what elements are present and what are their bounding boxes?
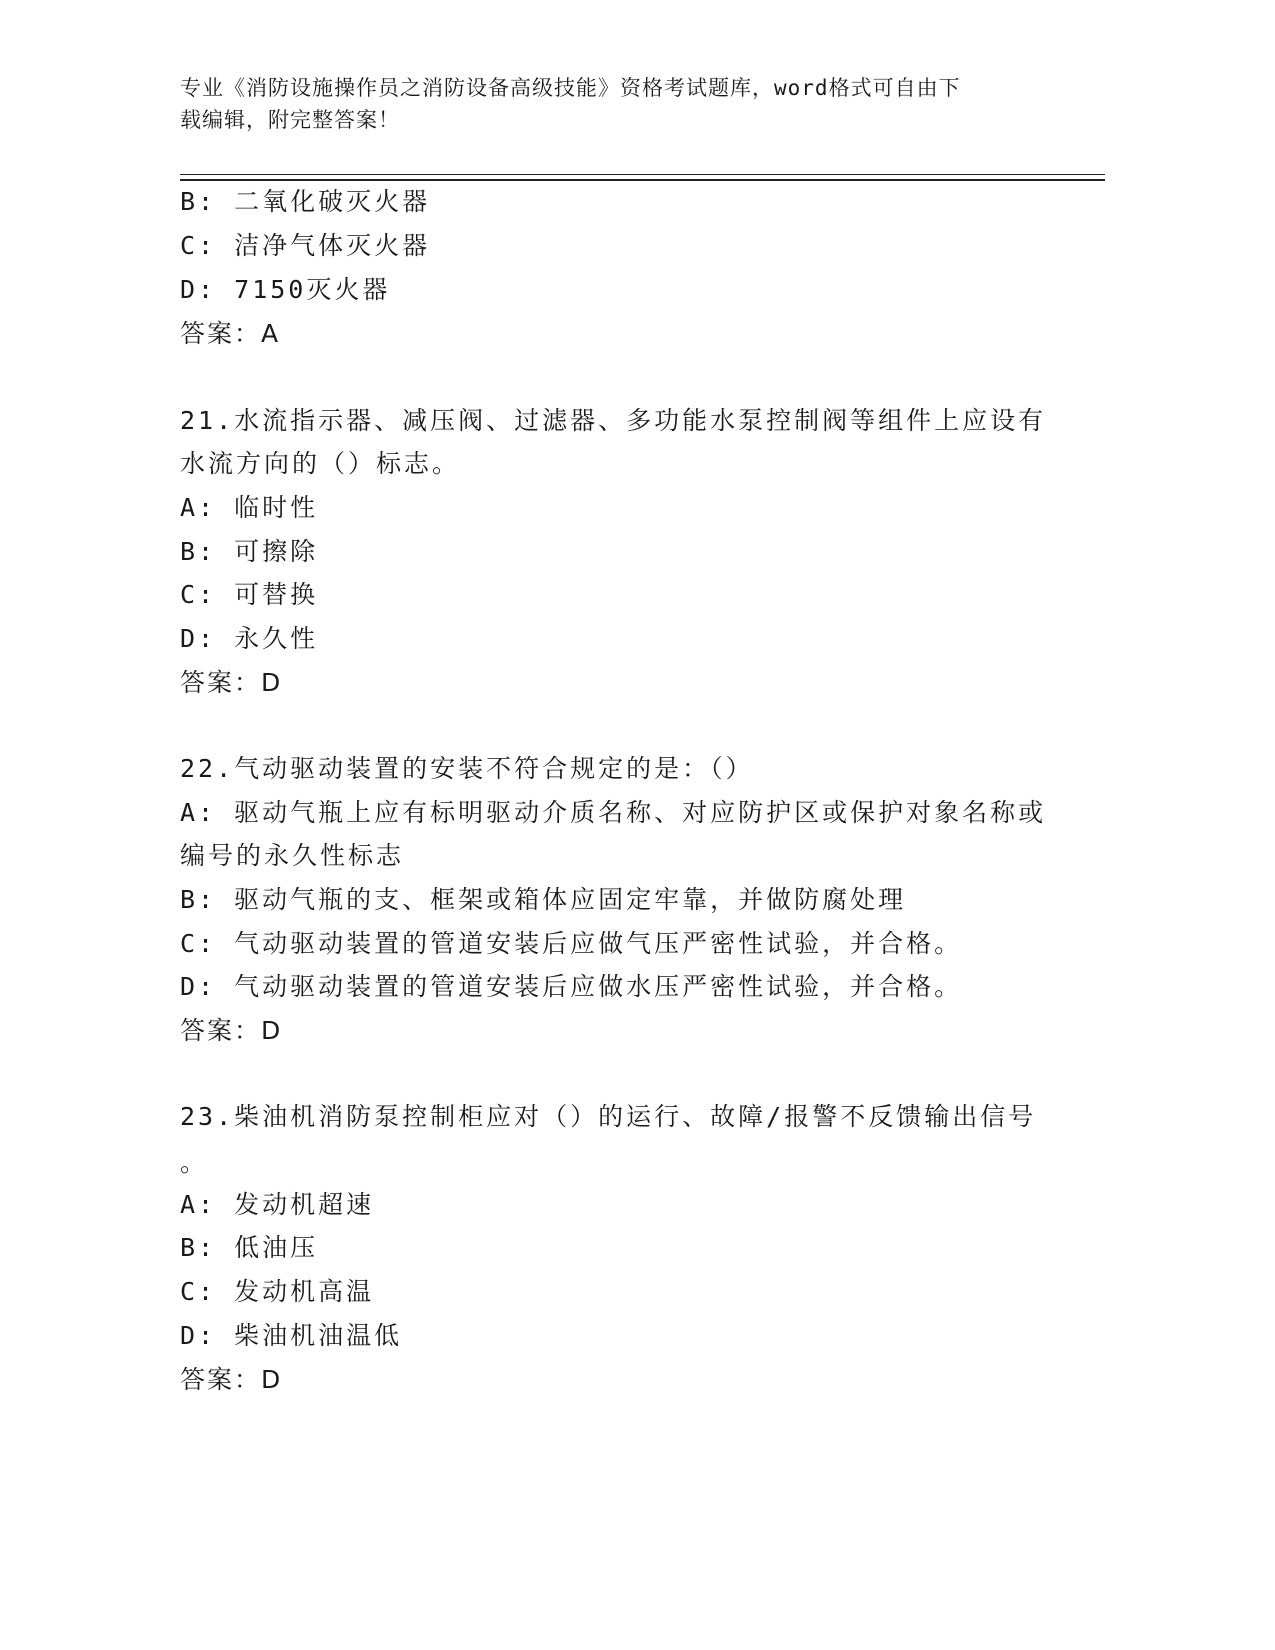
header-divider-thick: [180, 179, 1105, 181]
option-d: D: 气动驱动装置的管道安装后应做水压严密性试验，并合格。: [180, 972, 963, 1001]
option-d: D: 永久性: [180, 624, 319, 653]
answer-line: 答案：A: [180, 319, 281, 348]
question-stem: 22.气动驱动装置的安装不符合规定的是：（）: [180, 754, 754, 783]
header-line-1: 专业《消防设施操作员之消防设备高级技能》资格考试题库，word格式可自由下: [180, 76, 961, 100]
question-stem: 水流方向的（）标志。: [180, 449, 461, 478]
document-header: [180, 72, 1040, 136]
answer-line: 答案：D: [180, 668, 283, 697]
option-b: B: 可擦除: [180, 537, 319, 566]
option-a-continued: 编号的永久性标志: [180, 841, 405, 870]
option-d: D: 柴油机油温低: [180, 1321, 403, 1350]
option-c: C: 洁净气体灭火器: [180, 231, 431, 260]
option-c: C: 发动机高温: [180, 1277, 375, 1306]
option-b: B: 驱动气瓶的支、框架或箱体应固定牢靠，并做防腐处理: [180, 885, 907, 914]
question-stem: 23.柴油机消防泵控制柜应对（）的运行、故障/报警不反馈输出信号: [180, 1102, 1037, 1131]
answer-line: 答案：D: [180, 1365, 283, 1394]
answer-line: 答案：D: [180, 1016, 283, 1045]
option-b: B: 二氧化破灭火器: [180, 187, 431, 216]
option-d: D: 7150灭火器: [180, 275, 391, 304]
header-divider-thin: [180, 174, 1105, 175]
option-c: C: 可替换: [180, 580, 319, 609]
option-a: A: 临时性: [180, 493, 319, 522]
option-a: A: 发动机超速: [180, 1190, 375, 1219]
question-stem: 。: [180, 1148, 209, 1177]
option-a: A: 驱动气瓶上应有标明驱动介质名称、对应防护区或保护对象名称或: [180, 798, 1047, 827]
question-stem: 21.水流指示器、减压阀、过滤器、多功能水泵控制阀等组件上应设有: [180, 406, 1047, 435]
option-b: B: 低油压: [180, 1233, 319, 1262]
option-c: C: 气动驱动装置的管道安装后应做气压严密性试验，并合格。: [180, 929, 963, 958]
header-line-2: 载编辑，附完整答案！: [180, 108, 400, 132]
